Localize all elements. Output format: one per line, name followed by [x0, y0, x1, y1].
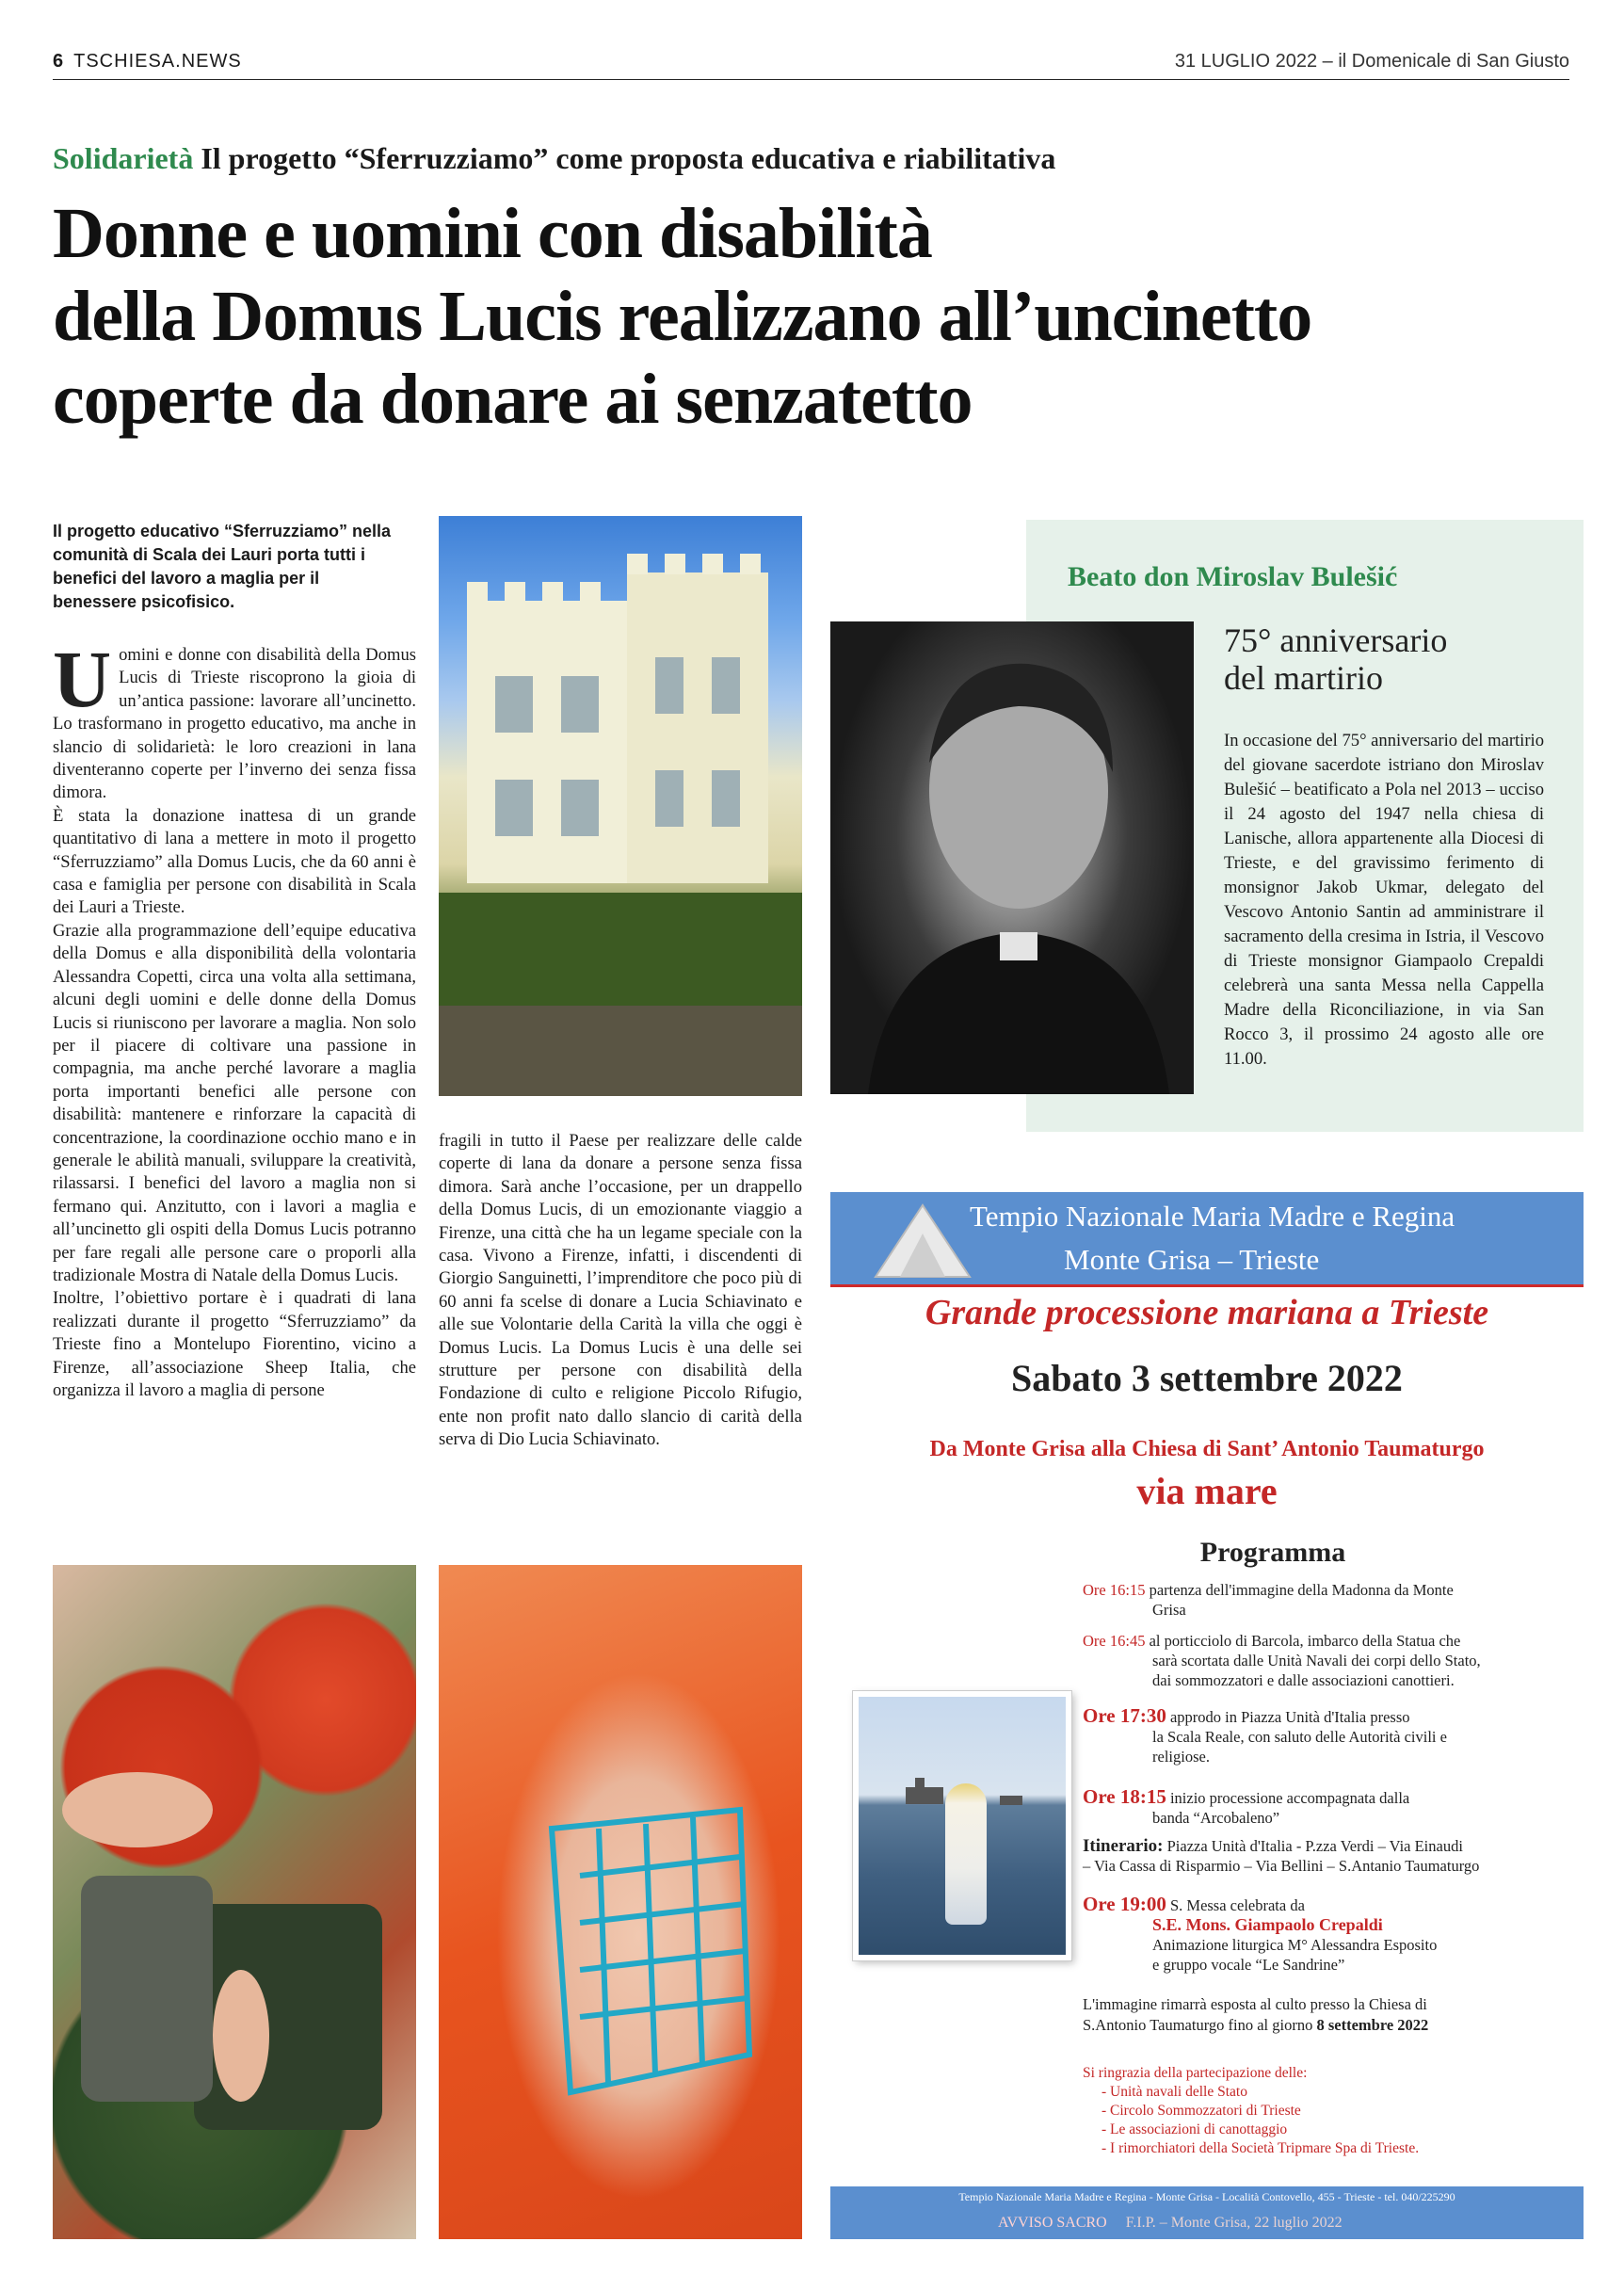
- knitting-illustration: [53, 1565, 416, 2239]
- thanks-item: - Unità navali delle Stato: [1101, 2084, 1247, 2100]
- portrait-photo: [830, 621, 1194, 1094]
- article-column-1: [53, 634, 416, 1402]
- madonna-photo: [853, 1691, 1071, 1960]
- event-title: Grande processione mariana a Trieste: [925, 1293, 1489, 1332]
- thanks-item: - I rimorchiatori della Società Tripmare Spa di Trieste.: [1101, 2140, 1420, 2156]
- program-item-2: Ore 16:45 al porticciolo di Barcola, imbarco della Statua che sarà scortata dalle Unità Navali dei corpi dello Stato, dai sommozzatori e dalle associazioni canottieri.: [1083, 1632, 1481, 1689]
- program-item-1: Ore 16:15 partenza dell'immagine della Madonna da Monte Grisa: [1083, 1581, 1454, 1619]
- headline-line-3: coperte da donare ai senzatetto: [53, 360, 973, 439]
- banner-red-rule: [830, 1284, 1584, 1287]
- event-footer-address: Tempio Nazionale Maria Madre e Regina - Monte Grisa - Località Contovello, 455 - Trieste - tel. 040/225290: [958, 2190, 1455, 2203]
- page-number: 6: [53, 51, 65, 72]
- drop-cap: U: [53, 634, 112, 724]
- knitting-photo: [53, 1565, 416, 2239]
- article-category: Solidarietà: [53, 141, 194, 175]
- paragraph-3: Grazie alla programmazione dell’equipe educativa della Domus e alla disponibilità della volontaria Alessandra Copetti, circa una volta alla settimana, alcuni degli uomini e delle donne della Domus Lucis si riuniscono per lavorare a maglia. Non solo per il piacere di coltivare una passione in compagnia, ma anche perché lavorare a maglia porta importanti benefici alle persone con disabilità: mantenere e rinforzare la capacità di concentrazione, la coordinazione occhio mano e in generale le abilità manuali, sviluppare la creatività, rilassarsi. I benefici del lavoro a maglia non si fermano qui. Anzitutto, con i lavori a maglia e all’uncinetto gli ospiti della Domus Lucis potranno per fare regali alle persone care o proporli alla tradizionale Mostra di Natale della Domus Lucis.: [53, 920, 416, 1285]
- crochet-photo: [439, 1565, 802, 2239]
- madonna-statue: [945, 1783, 987, 1925]
- temple-icon: [866, 1196, 979, 1281]
- event-route: Da Monte Grisa alla Chiesa di Sant’ Antonio Taumaturgo: [929, 1437, 1485, 1461]
- anniversary-heading: 75° anniversario del martirio: [1224, 621, 1448, 697]
- program-item-3: Ore 17:30 approdo in Piazza Unità d'Italia presso la Scala Reale, con saluto delle Autorità civili e religiose.: [1083, 1704, 1447, 1766]
- headline-line-2: della Domus Lucis realizzano all’uncinetto: [53, 277, 1312, 356]
- paragraph-2: È stata la donazione inattesa di un grande quantitativo di lana a mettere in moto il progetto “Sferruzziamo” alla Domus Lucis, che da 60 anni è casa e famiglia per persone con disabilità in Scala dei Lauri a Trieste.: [53, 805, 416, 918]
- exposition-note: L'immagine rimarrà esposta al culto presso la Chiesa di S.Antonio Taumaturgo fino al giorno 8 settembre 2022: [1083, 1995, 1429, 2034]
- banner-line-2: Monte Grisa – Trieste: [1064, 1243, 1320, 1276]
- article-kicker: [53, 141, 1055, 176]
- crochet-illustration: [439, 1565, 802, 2239]
- page-header-left: [53, 51, 242, 73]
- article-lead: Il progetto educativo “Sferruzziamo” nella comunità di Scala dei Lauri porta tutti i benefici del lavoro a maglia per il benessere psicofisico.: [53, 522, 392, 611]
- paragraph-1: Uomini e donne con disabilità della Domus Lucis di Trieste riscoprono la gioia di un’antica passione: lavorare all’uncinetto. Lo trasformano in progetto educativo, ma anche in slancio di solidarietà: le loro creazioni in lana diventeranno coperte per l’inverno dei senza fissa dimora.: [53, 634, 416, 803]
- beato-body: In occasione del 75° anniversario del martirio del giovane sacerdote istriano don Miroslav Bulešić – beatificato a Pola nel 2013 – ucciso il 24 agosto del 1947 nella chiesa di Lanische, allora appartenente alla Diocesi di Trieste, e del gravissimo ferimento di monsignor Jakob Ukmar, delegato del Vescovo Antonio Santin ad amministrare il sacramento della cresima in Istria, il Vescovo di Trieste monsignor Giampaolo Crepaldi celebrerà una santa Messa nella Cappella Madre della Riconciliazione, in via San Rocco 3, il prossimo 24 agosto alle ore 11.00.: [1224, 731, 1544, 1069]
- program-heading: Programma: [1199, 1537, 1346, 1568]
- article-headline: [53, 192, 1578, 441]
- publication-date: 31 LUGLIO 2022 – il Domenicale di San Giusto: [1174, 51, 1569, 72]
- event-footer-notice: AVVISO SACRO F.I.P. – Monte Grisa, 22 luglio 2022: [998, 2215, 1343, 2231]
- header-divider: [53, 79, 1569, 80]
- program-itinerary: Itinerario: Piazza Unità d'Italia - P.zza Verdi – Via Einaudi – Via Cassa di Risparmio – Via Bellini – S.Antanio Taumaturgo: [1083, 1836, 1480, 1875]
- article-column-2: [439, 1130, 802, 1452]
- banner-line-1: Tempio Nazionale Maria Madre e Regina: [970, 1200, 1455, 1233]
- thanks-item: - Le associazioni di canottaggio: [1101, 2121, 1288, 2137]
- beato-title: Beato don Miroslav Bulešić: [1068, 561, 1398, 592]
- event-date: Sabato 3 settembre 2022: [1011, 1357, 1403, 1399]
- headline-line-1: Donne e uomini con disabilità: [53, 194, 932, 273]
- portrait-illustration: [830, 621, 1194, 1094]
- program-item-4: Ore 18:15 inizio processione accompagnata dalla banda “Arcobaleno”: [1083, 1785, 1410, 1827]
- paragraph-5: fragili in tutto il Paese per realizzare delle calde coperte di lana da donare a persone senza fissa dimora. Sarà anche l’occasione, per un drappello della Domus Lucis, di un emozionante viaggio a Firenze, una città che ha un legame speciale con la casa. Vivono a Firenze, infatti, i discendenti di Giorgio Sanguinetti, l’imprenditore che poco più di 60 anni fa scelse di donare a Lucia Schiavinato e alle sue Volontarie della Carità la villa che oggi è Domus Lucis. La Domus Lucis è una delle sei strutture per persone con disabilità della Fondazione di culto e religione Piccolo Rifugio, ente non profit nato dallo slancio di carità della serva di Dio Lucia Schiavinato.: [439, 1131, 802, 1450]
- thanks-item: - Circolo Sommozzatori di Trieste: [1101, 2103, 1301, 2119]
- site-name: TSCHIESA.NEWS: [73, 51, 242, 72]
- program-item-5: Ore 19:00 S. Messa celebrata da S.E. Mons. Giampaolo Crepaldi Animazione liturgica M° Alessandra Esposito e gruppo vocale “Le Sandrine”: [1083, 1893, 1438, 1974]
- paragraph-4: Inoltre, l’obiettivo portare è i quadrati di lana realizzati durante il progetto “Sferruzziamo” da Trieste fino a Montelupo Fiorentino, vicino a Firenze, all’associazione Sheep Italia, che organizza il lavoro a maglia di persone: [53, 1288, 416, 1400]
- kicker-text: Il progetto “Sferruzziamo” come proposta educativa e riabilitativa: [201, 141, 1056, 175]
- villa-illustration: [439, 516, 802, 1096]
- thanks-list: Si ringrazia della partecipazione delle: - Unità navali delle Stato - Circolo Sommozzatori di Trieste - Le associazioni di canottaggio - I rimorchiatori della Società Tripmare Spa di Trieste.: [1083, 2064, 1572, 2158]
- villa-photo: [439, 516, 802, 1096]
- event-mode: via mare: [1136, 1470, 1278, 1512]
